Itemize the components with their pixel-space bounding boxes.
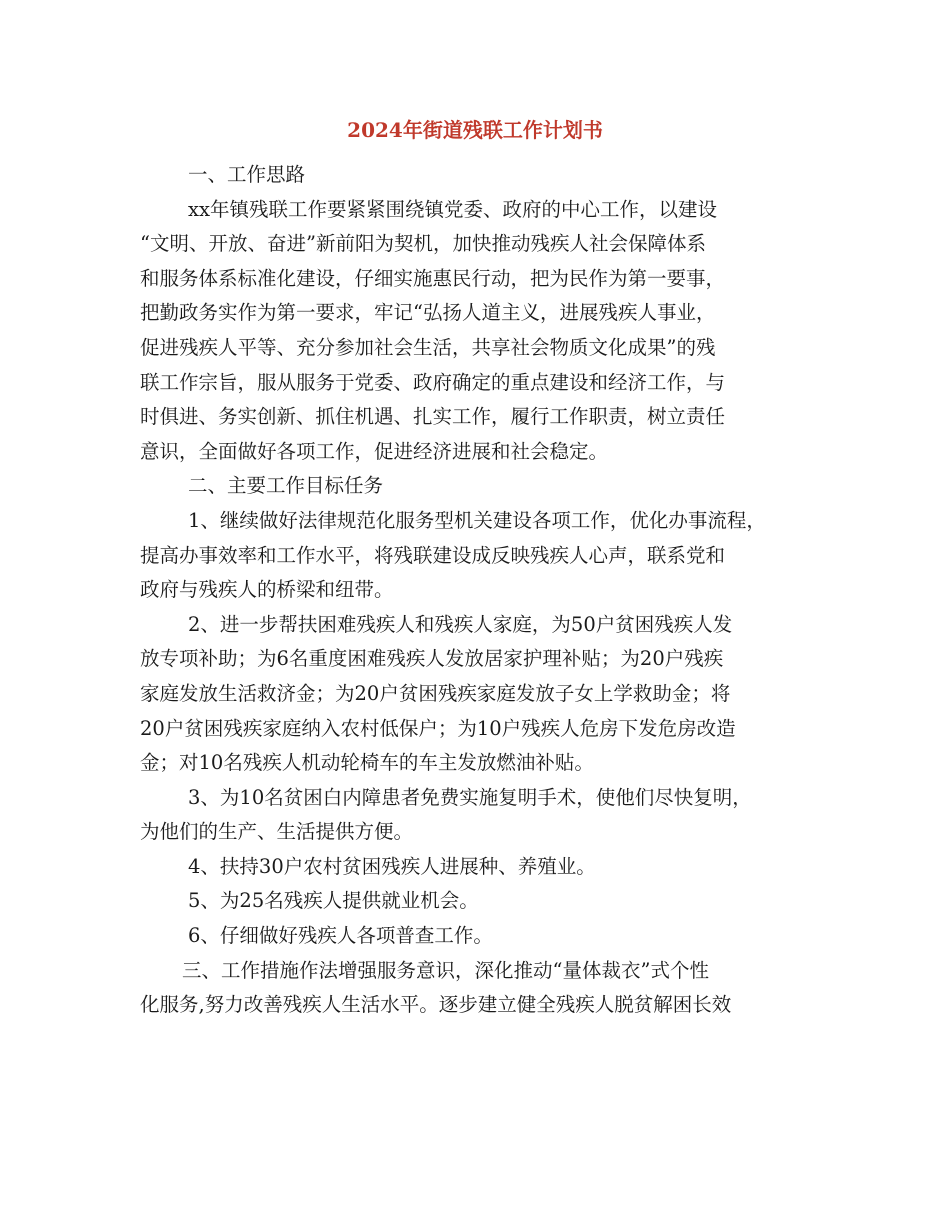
text-line: 把勤政务实作为第一要求，牢记“弘扬人道主义，进展残疾人事业，: [140, 301, 716, 325]
text-line: “文明、开放、奋进”新前阳为契机，加快推动残疾人社会保障体系: [140, 232, 706, 256]
text-line: xx年镇残联工作要紧紧围绕镇党委、政府的中心工作，以建设: [188, 197, 717, 221]
text-line: 5、为25名残疾人提供就业机会。: [188, 889, 479, 913]
text-line: 4、扶持30户农村贫困残疾人进展种、养殖业。: [188, 854, 596, 878]
text-line: 2、进一步帮扶困难残疾人和残疾人家庭，为50户贫困残疾人发: [188, 612, 733, 636]
text-line: 三、工作措施作法增强服务意识，深化推动“量体裁衣”式个性: [182, 958, 709, 982]
text-line: 为他们的生产、生活提供方便。: [140, 820, 414, 844]
text-line: 政府与残疾人的桥梁和纽带。: [140, 578, 394, 602]
text-line: 一、工作思路: [188, 163, 306, 186]
document-title: 2024年街道残联工作计划书: [347, 118, 603, 142]
text-line: 放专项补助；为6名重度困难残疾人发放居家护理补贴；为20户残疾: [140, 647, 724, 671]
text-line: 联工作宗旨，服从服务于党委、政府确定的重点建设和经济工作，与: [140, 370, 726, 394]
text-line: 20户贫困残疾家庭纳入农村低保户；为10户残疾人危房下发危房改造: [140, 716, 736, 740]
text-line: 金；对10名残疾人机动轮椅车的车主发放燃油补贴。: [140, 751, 594, 775]
document-body: [140, 158, 820, 1023]
text-line: 3、为10名贫困白内障患者免费实施复明手术，使他们尽快复明，: [188, 785, 752, 809]
text-line: 化服务,努力改善残疾人生活水平。逐步建立健全残疾人脱贫解困长效: [140, 993, 732, 1017]
text-line: 家庭发放生活救济金；为20户贫困残疾家庭发放子女上学救助金；将: [140, 681, 731, 705]
text-line: 促进残疾人平等、充分参加社会生活，共享社会物质文化成果”的残: [140, 335, 716, 359]
text-line: 二、主要工作目标任务: [188, 474, 384, 498]
text-line: 6、仔细做好残疾人各项普查工作。: [188, 924, 493, 948]
text-line: 和服务体系标准化建设，仔细实施惠民行动，把为民作为第一要事，: [140, 266, 726, 290]
text-line: 时俱进、务实创新、抓住机遇、扎实工作，履行工作职责，树立责任: [140, 405, 726, 429]
text-line: 1、继续做好法律规范化服务型机关建设各项工作，优化办事流程，: [188, 508, 766, 532]
text-line: 意识，全面做好各项工作，促进经济进展和社会稳定。: [140, 439, 609, 463]
text-line: 提高办事效率和工作水平，将残联建设成反映残疾人心声，联系党和: [140, 543, 726, 567]
